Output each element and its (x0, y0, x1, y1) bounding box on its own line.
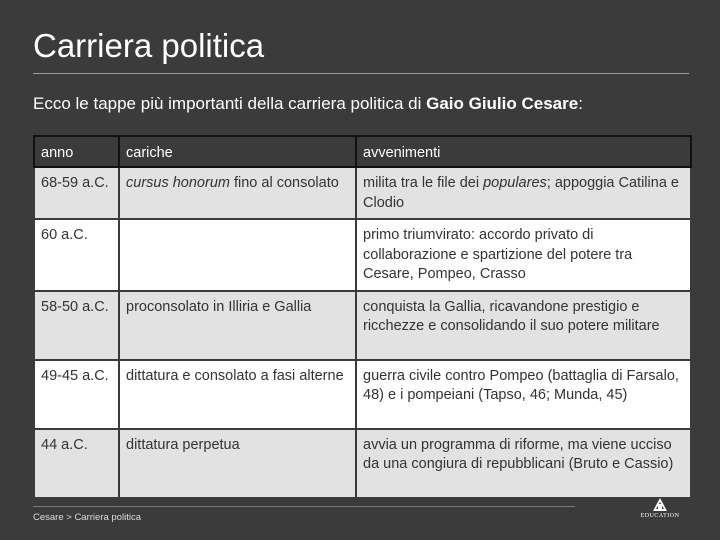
cell-cariche (119, 219, 356, 291)
table-row (34, 219, 691, 291)
avv-prefix: milita tra le file dei (363, 175, 484, 191)
cariche-italic: cursus honorum (126, 175, 230, 191)
cell-avvenimenti: conquista la Gallia, ricavandone prestigio e ricchezze e consolidando il suo potere militare (356, 291, 691, 360)
slide-title: Carriera politica (33, 27, 265, 64)
column-header-cariche: cariche (119, 136, 356, 167)
avv-suffix: ; appoggia Catilina e Clodio (363, 175, 679, 211)
table-row (34, 360, 691, 429)
career-table (33, 135, 692, 499)
cell-anno: 49-45 a.C. (34, 360, 119, 429)
footer-divider (33, 506, 575, 507)
logo-text: EDUCATION (640, 513, 680, 519)
cell-cariche: dittatura e consolato a fasi alterne (119, 360, 356, 429)
cariche-text: fino al consolato (229, 175, 339, 191)
table-row (34, 429, 691, 498)
publisher-logo-icon (634, 496, 686, 524)
table-row (34, 167, 691, 219)
cell-avvenimenti: guerra civile contro Pompeo (battaglia di Farsalo, 48) e i pompeiani (Tapso, 46; Munda, 45) (356, 360, 691, 429)
title-divider (33, 73, 689, 74)
cell-anno: 60 a.C. (34, 219, 119, 291)
column-header-anno: anno (34, 136, 119, 167)
intro-name: Gaio Giulio Cesare (426, 94, 579, 113)
intro-prefix: Ecco le tappe più importanti della carriera politica di (33, 94, 427, 113)
cell-anno: 44 a.C. (34, 429, 119, 498)
cell-anno: 58-50 a.C. (34, 291, 119, 360)
avv-italic: populares (483, 175, 547, 191)
cell-avvenimenti (356, 167, 691, 219)
breadcrumb: Cesare > Carriera politica (33, 512, 141, 523)
cell-cariche: proconsolato in Illiria e Gallia (119, 291, 356, 360)
cell-avvenimenti: primo triumvirato: accordo privato di collaborazione e spartizione del potere tra Cesare, Pompeo, Crasso (356, 219, 691, 291)
cell-cariche (119, 167, 356, 219)
cell-anno: 68-59 a.C. (34, 167, 119, 219)
table-row (34, 291, 691, 360)
column-header-avvenimenti: avvenimenti (356, 136, 691, 167)
cell-cariche: dittatura perpetua (119, 429, 356, 498)
intro-suffix: : (578, 94, 583, 113)
table-header-row (34, 136, 691, 167)
intro-text (33, 94, 583, 114)
cell-avvenimenti: avvia un programma di riforme, ma viene ucciso da una congiura di repubblicani (Bruto e Cassio) (356, 429, 691, 498)
